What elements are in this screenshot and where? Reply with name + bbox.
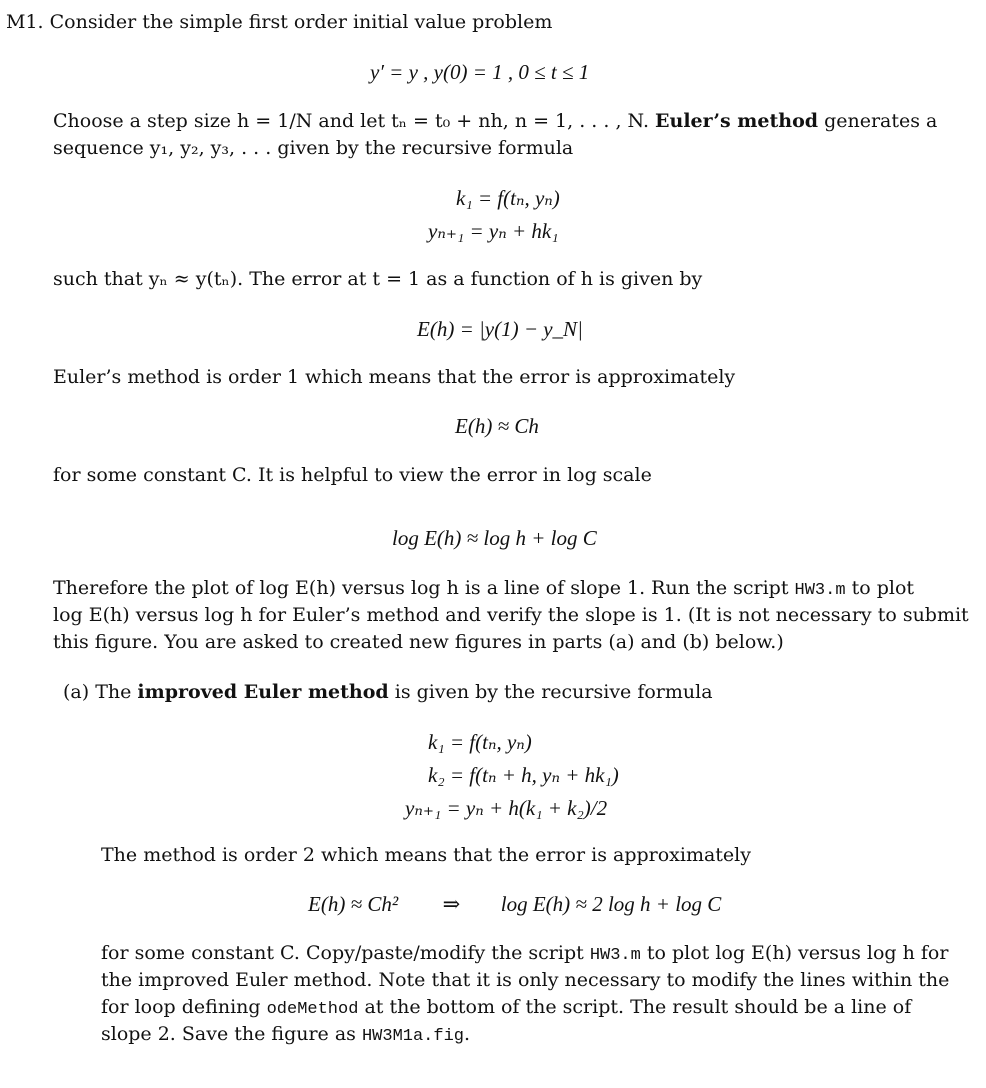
log-error-equation: log E(h) ≈ log h + log C: [392, 526, 597, 550]
problem-heading: [6, 10, 552, 34]
part-a-line1-end: to plot log E(h) versus log h for: [646, 942, 949, 964]
period: .: [464, 1023, 471, 1045]
part-a-line3-text: for loop defining: [101, 996, 261, 1018]
paragraph-error-intro: such that yₙ ≈ y(tₙ). The error at t = 1 as a function of h is given by: [53, 268, 703, 290]
figure-filename: HW3M1a.fig: [361, 1027, 464, 1046]
ode-method-name: odeMethod: [266, 1000, 359, 1019]
part-a-line2: the improved Euler method. Note that it is only necessary to modify the lines within the: [101, 969, 950, 991]
log-error-squared-approx: log E(h) ≈ 2 log h + log C: [500, 892, 722, 916]
part-a-intro-text: The: [95, 681, 132, 703]
slope-text: Therefore the plot of log E(h) versus log h is a line of slope 1. Run the script: [53, 577, 789, 599]
part-a-heading: [63, 680, 713, 704]
euler-update-equation: yₙ₊₁ = yₙ + hk₁: [428, 219, 559, 243]
paragraph-slope-line2: log E(h) versus log h for Euler’s method and verify the slope is 1. (It is not necessary to submit: [53, 604, 969, 626]
implies-arrow: ⇒: [442, 892, 461, 916]
slope-text-end: to plot: [851, 577, 915, 599]
ivp-equation: y′ = y , y(0) = 1 , 0 ≤ t ≤ 1: [370, 60, 590, 84]
problem-label: M1.: [6, 11, 44, 33]
paragraph-slope-line3: this figure. You are asked to created new figures in parts (a) and (b) below.): [53, 631, 784, 653]
improved-euler-term: improved Euler method: [137, 681, 389, 703]
error-definition-equation: E(h) = |y(1) − y_N|: [417, 317, 583, 341]
part-a-line1-text: for some constant C. Copy/paste/modify the script: [101, 942, 584, 964]
paragraph-order-two: The method is order 2 which means that the error is approximately: [101, 844, 751, 866]
order-two-equation: [308, 891, 721, 917]
part-a-line1: [101, 941, 948, 968]
euler-method-term: Euler’s method: [655, 110, 819, 132]
part-a-intro-end: is given by the recursive formula: [394, 681, 713, 703]
euler-k1-equation: k₁ = f(tₙ, yₙ): [456, 186, 560, 210]
paragraph-order-one: Euler’s method is order 1 which means that the error is approximately: [53, 366, 736, 388]
paragraph-slope-line1: [53, 576, 914, 603]
paragraph-sequence: sequence y₁, y₂, y₃, . . . given by the recursive formula: [53, 137, 574, 159]
improved-update-equation: yₙ₊₁ = yₙ + h(k₁ + k₂)/2: [405, 796, 608, 820]
part-a-line3-end: at the bottom of the script. The result should be a line of: [364, 996, 912, 1018]
improved-k2-equation: k₂ = f(tₙ + h, yₙ + hk₁): [428, 763, 619, 787]
paragraph-log-scale: for some constant C. It is helpful to view the error in log scale: [53, 464, 652, 486]
step-size-text-end: generates a: [824, 110, 938, 132]
script-filename-a: HW3.m: [589, 946, 641, 965]
script-filename: HW3.m: [794, 581, 846, 600]
part-a-line3: [101, 995, 911, 1022]
improved-k1-equation: k₁ = f(tₙ, yₙ): [428, 730, 532, 754]
part-a-line4: [101, 1022, 470, 1049]
error-squared-approx: E(h) ≈ Ch²: [308, 892, 399, 916]
part-a-label: (a): [63, 681, 90, 703]
problem-intro: Consider the simple first order initial value problem: [49, 11, 553, 33]
part-a-line4-text: slope 2. Save the figure as: [101, 1023, 356, 1045]
step-size-text: Choose a step size h = 1/N and let tₙ = t₀ + nh, n = 1, . . . , N.: [53, 110, 649, 132]
error-approx-equation: E(h) ≈ Ch: [455, 414, 539, 438]
paragraph-step-size: [53, 109, 937, 133]
